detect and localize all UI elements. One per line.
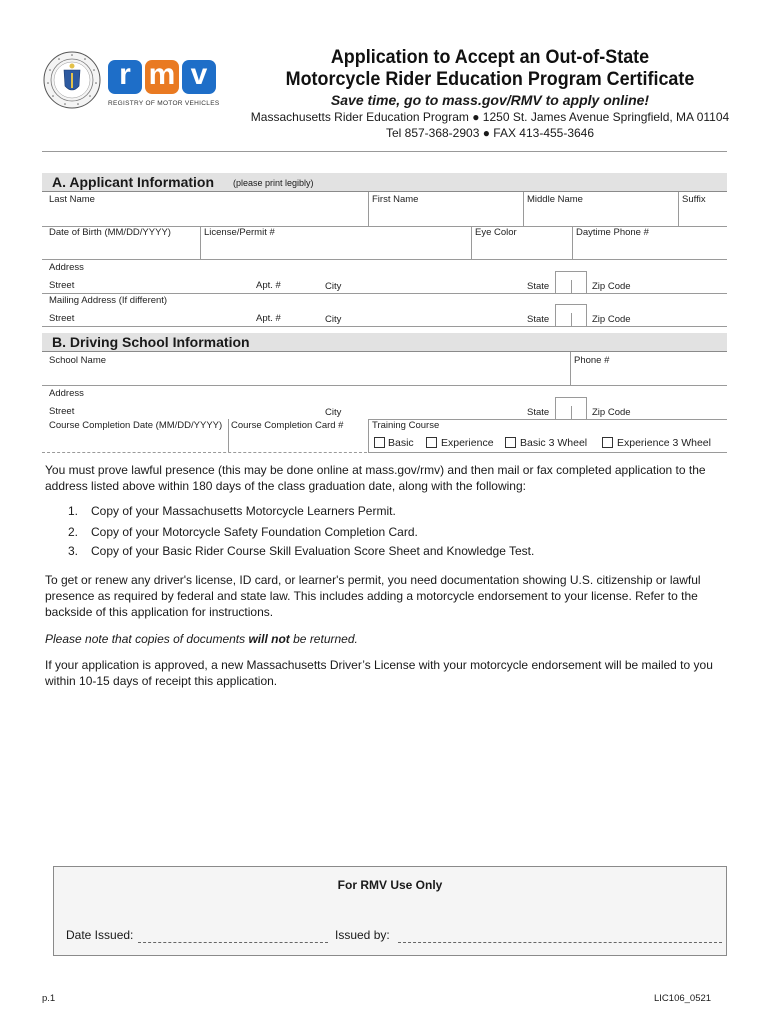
state-box-divider bbox=[571, 280, 572, 293]
city-label: City bbox=[325, 281, 342, 292]
section-a-header bbox=[42, 173, 727, 192]
experience-checkbox[interactable] bbox=[426, 437, 437, 448]
return-note-prefix: Please note that copies of documents bbox=[45, 632, 249, 646]
street-label: Street bbox=[49, 280, 75, 291]
approval-paragraph: If your application is approved, a new Massachusetts Driver’s License with your motorcycle endorsement will be mailed to you within 10-15 days of receipt this application. bbox=[45, 658, 713, 688]
row-divider bbox=[42, 326, 727, 327]
documentation-paragraph: To get or renew any driver's license, ID card, or learner's permit, you need documentation showing U.S. citizenship or lawful presence as required by federal and state law. This includes adding a motorcycle endorsement to your license. Refer to the backside of this application for instructions. bbox=[45, 573, 701, 619]
date-issued-field[interactable] bbox=[138, 942, 328, 943]
school-city-label: City bbox=[325, 407, 342, 418]
experience-option-label: Experience bbox=[441, 437, 494, 449]
list-item-text: Copy of your Basic Rider Course Skill Evaluation Score Sheet and Knowledge Test. bbox=[91, 544, 535, 558]
completion-date-label: Course Completion Date (MM/DD/YYYY) bbox=[49, 420, 223, 431]
field-divider bbox=[200, 226, 201, 259]
first-name-label: First Name bbox=[372, 194, 419, 205]
mailing-street-label: Street bbox=[49, 313, 75, 324]
form-title-line1: Application to Accept an Out-of-State bbox=[330, 46, 650, 68]
section-a-title: A. Applicant Information bbox=[52, 174, 215, 190]
school-state-label: State bbox=[527, 407, 550, 418]
eye-color-label: Eye Color bbox=[475, 227, 517, 238]
mailing-city-label: City bbox=[325, 314, 342, 325]
training-course-label: Training Course bbox=[372, 420, 440, 431]
field-divider bbox=[678, 192, 679, 226]
list-item-number: 1. bbox=[68, 504, 79, 518]
school-phone-label: Phone # bbox=[574, 355, 610, 366]
online-apply-link[interactable]: Save time, go to mass.gov/RMV to apply online! bbox=[330, 92, 650, 108]
basic-3-wheel-checkbox[interactable] bbox=[505, 437, 516, 448]
form-title-line2: Motorcycle Rider Education Program Certificate bbox=[285, 68, 695, 90]
list-item-number: 2. bbox=[68, 525, 79, 539]
rmv-logo-letter: r bbox=[108, 60, 142, 94]
list-item-number: 3. bbox=[68, 544, 79, 558]
state-box-divider bbox=[571, 406, 572, 419]
rmv-use-only-box bbox=[53, 866, 727, 956]
completion-card-label: Course Completion Card # bbox=[231, 420, 344, 431]
field-divider bbox=[368, 192, 369, 226]
program-address: Massachusetts Rider Education Program ● 1250 St. James Avenue Springfield, MA 01104 bbox=[250, 110, 730, 124]
last-name-label: Last Name bbox=[49, 194, 95, 205]
return-note-suffix: be returned. bbox=[289, 632, 358, 646]
row-divider bbox=[42, 293, 727, 294]
section-b-title: B. Driving School Information bbox=[52, 334, 250, 350]
row-divider bbox=[42, 385, 727, 386]
section-a-note: (please print legibly) bbox=[233, 178, 314, 188]
issued-by-label: Issued by: bbox=[335, 928, 390, 942]
program-contact: Tel 857-368-2903 ● FAX 413-455-3646 bbox=[385, 126, 595, 140]
school-address-label: Address bbox=[49, 388, 84, 399]
daytime-phone-label: Daytime Phone # bbox=[576, 227, 649, 238]
field-divider bbox=[368, 419, 369, 452]
school-name-label: School Name bbox=[49, 355, 107, 366]
rmv-use-only-title: For RMV Use Only bbox=[337, 878, 443, 892]
experience-3-wheel-checkbox[interactable] bbox=[602, 437, 613, 448]
field-divider bbox=[523, 192, 524, 226]
form-code: LIC106_0521 bbox=[654, 993, 712, 1004]
list-item-text: Copy of your Motorcycle Safety Foundation Completion Card. bbox=[91, 525, 418, 539]
experience-3-wheel-option-label: Experience 3 Wheel bbox=[617, 437, 711, 449]
state-label: State bbox=[527, 281, 550, 292]
basic-option-label: Basic bbox=[388, 437, 414, 449]
field-divider bbox=[228, 419, 229, 452]
section-b-header bbox=[42, 333, 727, 352]
return-note bbox=[45, 631, 730, 647]
date-issued-label: Date Issued: bbox=[66, 928, 134, 942]
page-number: p.1 bbox=[42, 993, 56, 1004]
header-divider bbox=[42, 151, 727, 152]
dob-label: Date of Birth (MM/DD/YYYY) bbox=[49, 227, 171, 238]
basic-checkbox[interactable] bbox=[374, 437, 385, 448]
mailing-zip-label: Zip Code bbox=[592, 314, 631, 325]
row-divider bbox=[42, 452, 367, 453]
suffix-label: Suffix bbox=[682, 194, 706, 205]
school-street-label: Street bbox=[49, 406, 75, 417]
basic-3-wheel-option-label: Basic 3 Wheel bbox=[520, 437, 588, 449]
field-divider bbox=[570, 352, 571, 385]
middle-name-label: Middle Name bbox=[527, 194, 583, 205]
row-divider bbox=[368, 452, 727, 453]
apt-label: Apt. # bbox=[256, 280, 281, 291]
rmv-logo-letter: m bbox=[145, 60, 179, 94]
mailing-state-label: State bbox=[527, 314, 550, 325]
intro-paragraph: You must prove lawful presence (this may be done online at mass.gov/rmv) and then mail or fax completed application to the address listed above within 180 days of the class graduation date, along with the following: bbox=[45, 463, 706, 493]
rmv-logo-tagline: REGISTRY OF MOTOR VEHICLES bbox=[108, 100, 220, 107]
state-box-divider bbox=[571, 313, 572, 326]
rmv-logo-letter: v bbox=[182, 60, 216, 94]
issued-by-field[interactable] bbox=[398, 942, 722, 943]
return-note-emphasis: will not bbox=[248, 632, 290, 646]
row-divider bbox=[42, 259, 727, 260]
mailing-address-label: Mailing Address (If different) bbox=[49, 295, 168, 306]
field-divider bbox=[471, 226, 472, 259]
school-zip-label: Zip Code bbox=[592, 407, 631, 418]
list-item-text: Copy of your Massachusetts Motorcycle Learners Permit. bbox=[91, 504, 396, 518]
mailing-apt-label: Apt. # bbox=[256, 313, 281, 324]
license-label: License/Permit # bbox=[204, 227, 275, 238]
zip-label: Zip Code bbox=[592, 281, 631, 292]
rmv-logo bbox=[108, 60, 220, 112]
massachusetts-seal-icon bbox=[42, 50, 102, 110]
field-divider bbox=[572, 226, 573, 259]
address-label: Address bbox=[49, 262, 84, 273]
